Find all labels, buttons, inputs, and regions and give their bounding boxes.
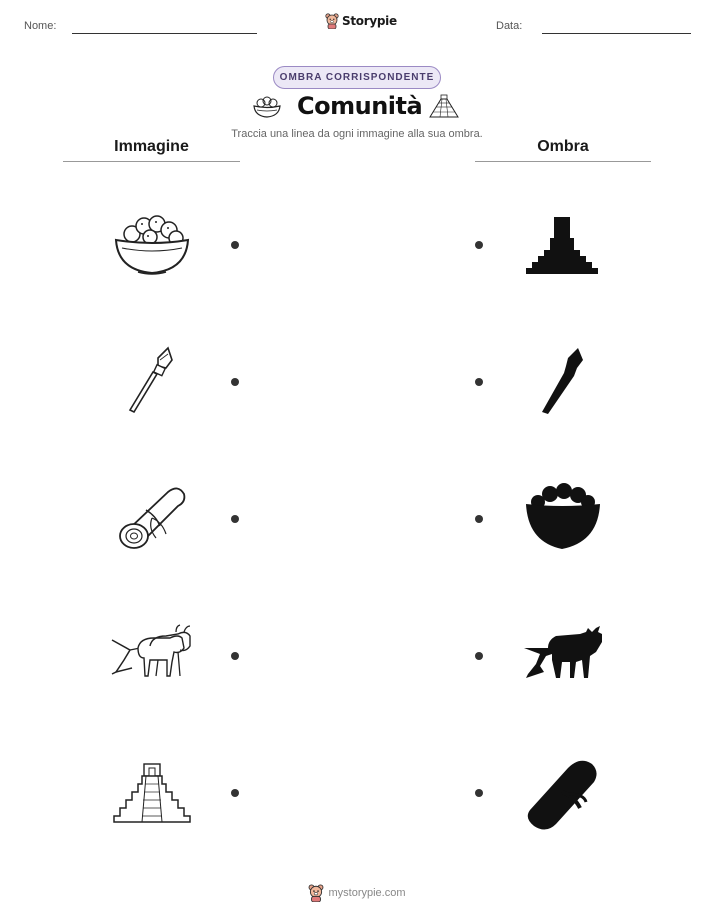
image-dot-5[interactable]: [231, 789, 239, 797]
shadow-dot-4[interactable]: [475, 652, 483, 660]
fruit-bowl-icon: [112, 210, 192, 280]
brand: [325, 13, 397, 29]
ox-plow-shadow-icon: [522, 620, 604, 690]
column-header-shadow: Ombra: [537, 138, 589, 155]
shadow-dot-5[interactable]: [475, 789, 483, 797]
name-label: Nome:: [24, 20, 57, 32]
image-item-2: [112, 346, 192, 416]
shadow-item-4: [522, 620, 602, 690]
pyramid-icon: [112, 758, 192, 828]
shadow-item-3: [522, 482, 602, 552]
column-rule-right: [475, 161, 651, 162]
instructions: Traccia una linea da ogni immagine alla sua ombra.: [231, 128, 483, 140]
pyramid-icon: [428, 93, 460, 119]
shadow-dot-1[interactable]: [475, 241, 483, 249]
shadow-dot-3[interactable]: [475, 515, 483, 523]
shadow-item-1: [522, 210, 602, 280]
scroll-shadow-icon: [522, 756, 602, 830]
shadow-dot-2[interactable]: [475, 378, 483, 386]
bear-logo-icon: [325, 13, 339, 29]
fruit-bowl-shadow-icon: [522, 482, 602, 552]
shadow-item-2: [522, 346, 602, 416]
image-item-5: [112, 758, 192, 828]
scroll-icon: [112, 482, 192, 552]
image-item-3: [112, 482, 192, 552]
image-dot-3[interactable]: [231, 515, 239, 523]
column-header-image: Immagine: [114, 138, 189, 155]
bear-logo-icon: [308, 884, 324, 902]
activity-badge: OMBRA CORRISPONDENTE: [273, 66, 441, 89]
date-line[interactable]: [542, 33, 691, 34]
page-title: Comunità: [297, 92, 423, 120]
image-item-1: [112, 210, 192, 280]
ox-plow-icon: [110, 620, 192, 690]
fruit-bowl-icon: [252, 94, 282, 120]
title-row: [0, 92, 714, 124]
image-dot-4[interactable]: [231, 652, 239, 660]
spear-shadow-icon: [522, 346, 602, 416]
image-dot-2[interactable]: [231, 378, 239, 386]
date-label: Data:: [496, 20, 523, 32]
spear-icon: [112, 346, 192, 416]
footer-url[interactable]: mystorypie.com: [328, 887, 406, 899]
name-line[interactable]: [72, 33, 257, 34]
footer: [0, 884, 714, 902]
brand-name: Storypie: [342, 14, 397, 28]
shadow-item-5: [522, 756, 602, 826]
image-item-4: [110, 620, 190, 690]
image-dot-1[interactable]: [231, 241, 239, 249]
column-rule-left: [63, 161, 240, 162]
pyramid-shadow-icon: [522, 210, 602, 280]
